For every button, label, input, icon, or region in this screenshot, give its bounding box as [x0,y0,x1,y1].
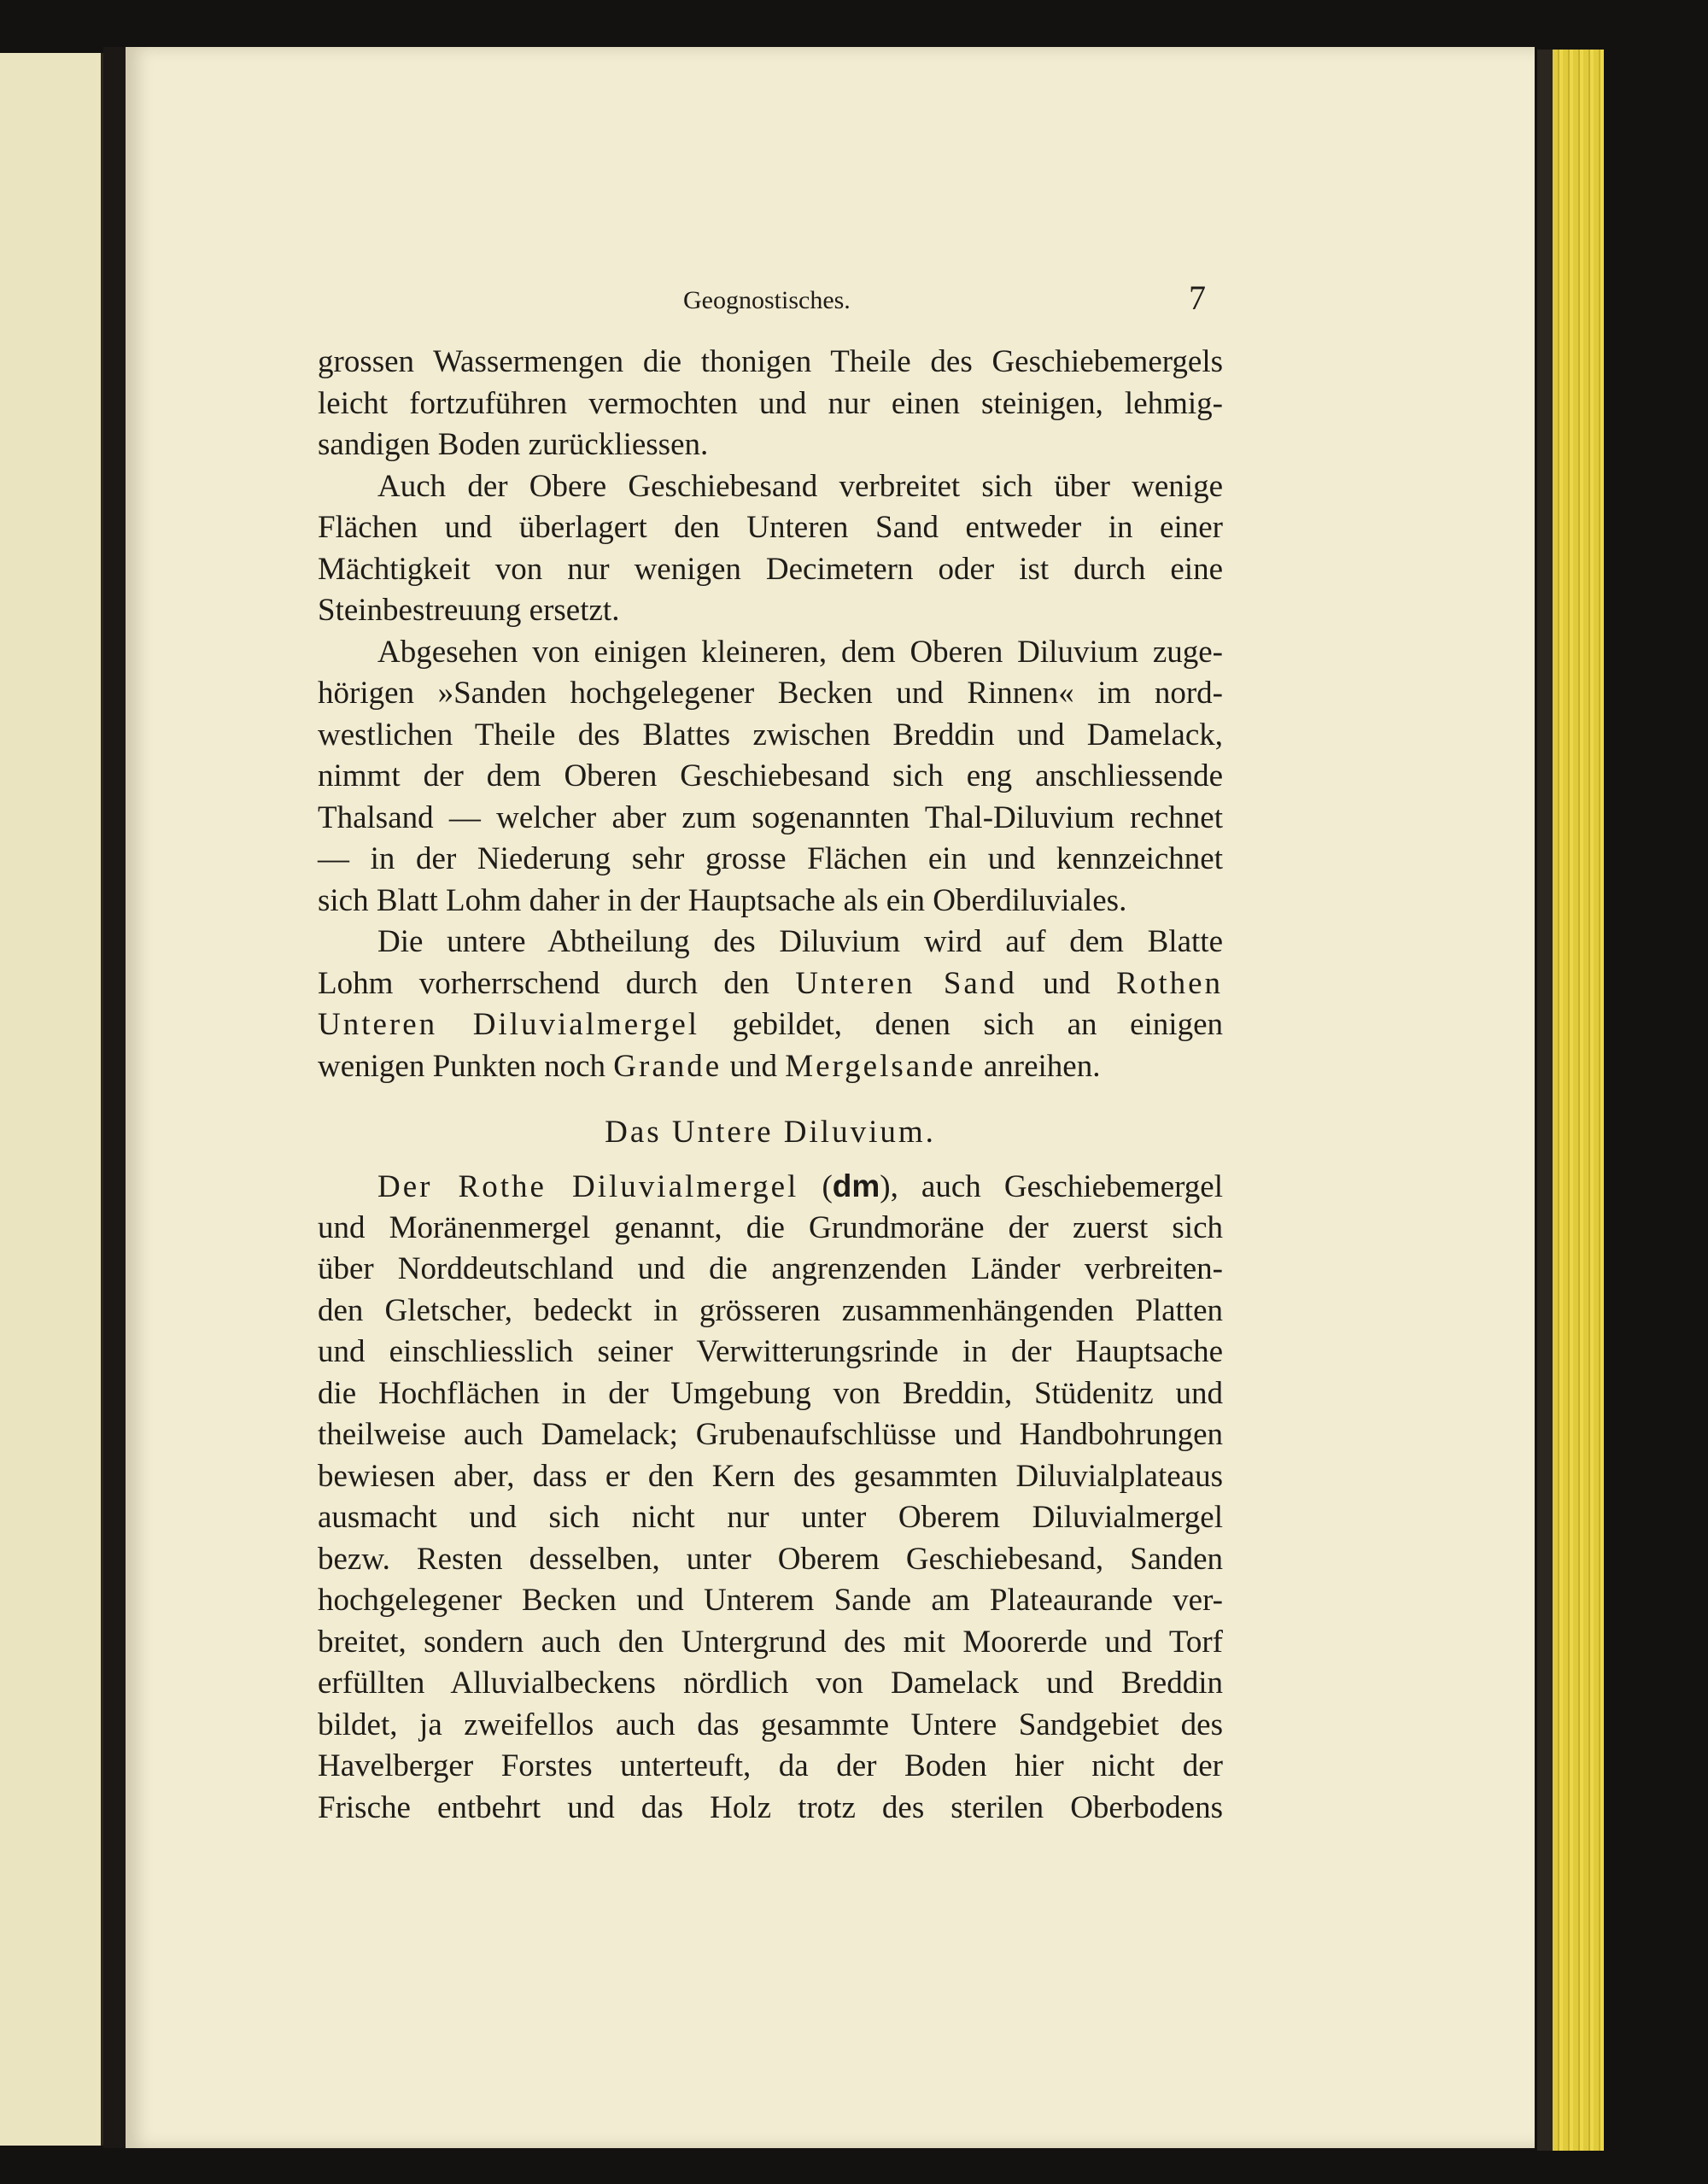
text-line: über Norddeutschland und die angrenzenden Länder verbreiten- [318,1251,1223,1286]
text-run: und [729,1048,777,1084]
left-page-edge [0,53,103,2146]
body-text [318,342,1223,1829]
text-line: sandigen Boden zurückliessen. [318,427,709,462]
text-line: die Hochflächen in der Umgebung von Breddin, Stüdenitz und [318,1375,1223,1411]
text-run: Lohm vorherrschend durch den [318,965,769,1001]
text-line: bewiesen aber, dass er den Kern des gesammten Diluvialplateaus [318,1458,1223,1494]
section-heading: Das Untere Diluvium. [605,1115,936,1150]
text-run: ( [822,1169,833,1204]
text-line: grossen Wassermengen die thonigen Theile des Geschiebemergels [318,344,1223,379]
text-line: Mächtigkeit von nur wenigen Decimetern oder ist durch eine [318,551,1223,587]
spaced-term: Grande [613,1048,722,1084]
text-line: den Gletscher, bedeckt in grösseren zusammenhängenden Platten [318,1292,1223,1328]
paragraph [318,466,1223,632]
text-line: bezw. Resten desselben, unter Oberem Geschiebesand, Sanden [318,1541,1223,1577]
text-line: erfüllten Alluvialbeckens nördlich von Damelack und Breddin [318,1666,1223,1701]
spaced-term: Mergelsande [785,1048,976,1084]
map-symbol: dm [832,1168,880,1203]
text-run: und [1043,965,1091,1001]
text-line: Die untere Abtheilung des Diluvium wird auf dem Blatte [377,924,1223,959]
text-line: und einschliesslich seiner Verwitterungsrinde in der Hauptsache [318,1334,1223,1369]
text-line: hörigen »Sanden hochgelegener Becken und Rinnen« im nord- [318,676,1223,711]
page-number: 7 [1189,278,1206,317]
spaced-term: Unteren Diluvialmergel [318,1007,700,1042]
text-line: Auch der Obere Geschiebesand verbreitet sich über wenige [377,468,1223,504]
text-line: Abgesehen von einigen kleineren, dem Oberen Diluvium zuge- [377,634,1223,670]
text-run: wenigen Punkten noch [318,1048,606,1084]
text-line: nimmt der dem Oberen Geschiebesand sich eng anschliessende [318,758,1223,793]
text-line: leicht fortzuführen vermochten und nur einen steinigen, lehmig- [318,385,1223,421]
text-line [318,1166,1223,1208]
text-line [318,1046,1223,1088]
running-title: Geognostisches. [683,286,851,314]
text-line: und Moränenmergel genannt, die Grundmoräne der zuerst sich [318,1209,1223,1245]
paragraph [318,1166,1223,1829]
text-line: westlichen Theile des Blattes zwischen Breddin und Damelack, [318,717,1223,752]
text-line [318,1004,1223,1046]
spaced-term: Unteren Sand [795,965,1017,1001]
text-run: gebildet, denen sich an einigen [732,1007,1223,1042]
text-line [318,963,1223,1005]
text-line: Havelberger Forstes unterteuft, da der Boden hier nicht der [318,1748,1223,1783]
text-line: hochgelegener Becken und Unterem Sande am Plateaurande ver- [318,1583,1223,1618]
text-line: Thalsand — welcher aber zum sogenannten Thal-Diluvium rechnet [318,799,1223,835]
text-line: sich Blatt Lohm daher in der Hauptsache als ein Oberdiluviales. [318,882,1127,918]
paragraph [318,922,1223,1087]
text-line: breitet, sondern auch den Untergrund des mit Moorerde und Torf [318,1624,1223,1660]
text-line: bildet, ja zweifellos auch das gesammte Untere Sandgebiet des [318,1707,1223,1742]
text-line: Flächen und überlagert den Unteren Sand entweder in einer [318,510,1223,545]
text-line: Frische entbehrt und das Holz trotz des sterilen Oberbodens [318,1789,1223,1825]
paragraph [318,342,1223,466]
spaced-term: Der Rothe Diluvialmergel [377,1169,799,1204]
text-line: theilweise auch Damelack; Grubenaufschlüsse und Handbohrungen [318,1417,1223,1452]
text-line: ausmacht und sich nicht nur unter Oberem Diluvialmergel [318,1500,1223,1535]
spaced-term: Rothen [1116,965,1224,1001]
page-edges [1537,50,1604,2151]
text-line: Steinbestreuung ersetzt. [318,593,620,628]
paragraph [318,632,1223,922]
text-run: anreihen. [983,1048,1101,1084]
book-gutter [103,47,126,2148]
text-run: ), auch Geschiebemergel [880,1169,1224,1204]
text-line: — in der Niederung sehr grosse Flächen ein und kennzeichnet [318,841,1223,876]
